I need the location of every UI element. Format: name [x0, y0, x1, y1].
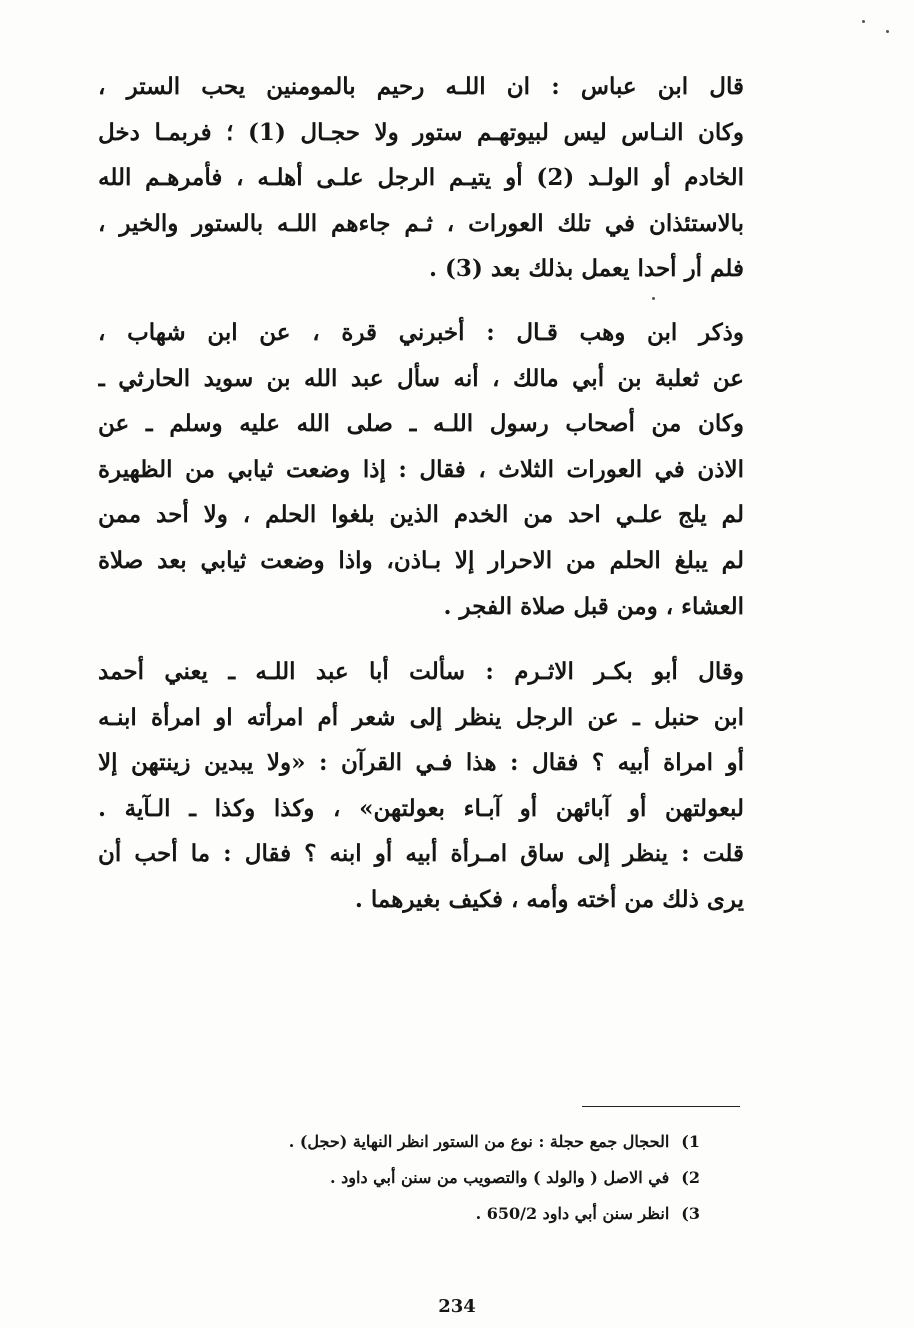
footnote-text: انظر سنن أبي داود 650/2 . — [475, 1204, 670, 1223]
text-line: الخادم أو الولـد (2) أو يتيـم الرجل علـى أهلـه ، فأمرهـم الله — [98, 164, 744, 192]
text-line: وكان من أصحاب رسول اللـه ـ صلى الله عليه وسلم ـ عن — [98, 410, 744, 438]
footnote-number: 3) — [681, 1204, 700, 1223]
footnote-3 — [160, 1196, 700, 1232]
text-line: بالاستئذان في تلك العورات ، ثـم جاءهم اللـه بالستور والخير ، — [98, 209, 744, 237]
text-line: وقال أبو بكـر الاثـرم : سألت أبا عبد اللـه ـ يعني أحمد — [98, 658, 744, 685]
footnote-text: الحجال جمع حجلة : نوع من الستور انظر النهاية (حجل) . — [288, 1132, 670, 1151]
footnote-number: 1) — [681, 1132, 700, 1151]
paragraph-3 — [98, 649, 744, 923]
text-line: أو امراة أبيه ؟ فقال : هذا فـي القرآن : «ولا يبدين زينتهن إلا — [98, 749, 744, 777]
text-line: لبعولتهن أو آبائهن أو آبـاء بعولتهن» ، وكذا وكذا ـ الـآية . — [98, 794, 744, 822]
page-number: 234 — [438, 1296, 476, 1317]
footnote-text: في الاصل ( والولد ) والتصويب من سنن أبي داود . — [330, 1168, 670, 1187]
text-line: الاذن في العورات الثلاث ، فقال : إذا وضعت ثيابي من الظهيرة — [98, 455, 744, 483]
text-line: لم يلج علـي احد من الخدم الذين بلغوا الحلم ، ولا أحد ممن — [98, 501, 744, 529]
text-line: وكان النـاس ليس لبيوتهـم ستور ولا حجـال (1) ؛ فربمـا دخل — [98, 118, 744, 146]
footnote-number: 2) — [681, 1168, 700, 1187]
scan-speck — [862, 20, 865, 23]
text-line: لم يبلغ الحلم من الاحرار إلا بـاذن، واذا وضعت ثيابي بعد صلاة — [98, 546, 744, 574]
scan-speck — [652, 297, 655, 300]
footnote-1 — [160, 1124, 700, 1160]
text-line: فلم أر أحدا يعمل بذلك بعد (3) . — [429, 255, 744, 283]
text-line: قلت : ينظر إلى ساق امـرأة أبيه أو ابنه ؟ فقال : ما أحب أن — [98, 840, 744, 868]
text-line: عن ثعلبة بن أبي مالك ، أنه سأل عبد الله بن سويد الحارثي ـ — [98, 364, 744, 392]
footnote-divider — [582, 1106, 740, 1107]
scan-speck — [886, 30, 889, 33]
footnote-2 — [160, 1160, 700, 1196]
text-line: وذكر ابن وهب قـال : أخبرني قرة ، عن ابن شهاب ، — [98, 319, 744, 346]
text-line: ابن حنبل ـ عن الرجل ينظر إلى شعر أم امرأته او امرأة ابنـه — [98, 703, 744, 731]
text-line: قال ابن عباس : ان اللـه رحيم بالمومنين يحب الستر ، — [98, 73, 744, 100]
footnotes — [160, 1124, 700, 1232]
paragraph-2 — [98, 310, 744, 629]
text-line: العشاء ، ومن قبل صلاة الفجر . — [443, 592, 744, 620]
paragraph-1 — [98, 64, 744, 292]
text-line: يرى ذلك من أخته وأمه ، فكيف بغيرهما . — [354, 885, 744, 913]
